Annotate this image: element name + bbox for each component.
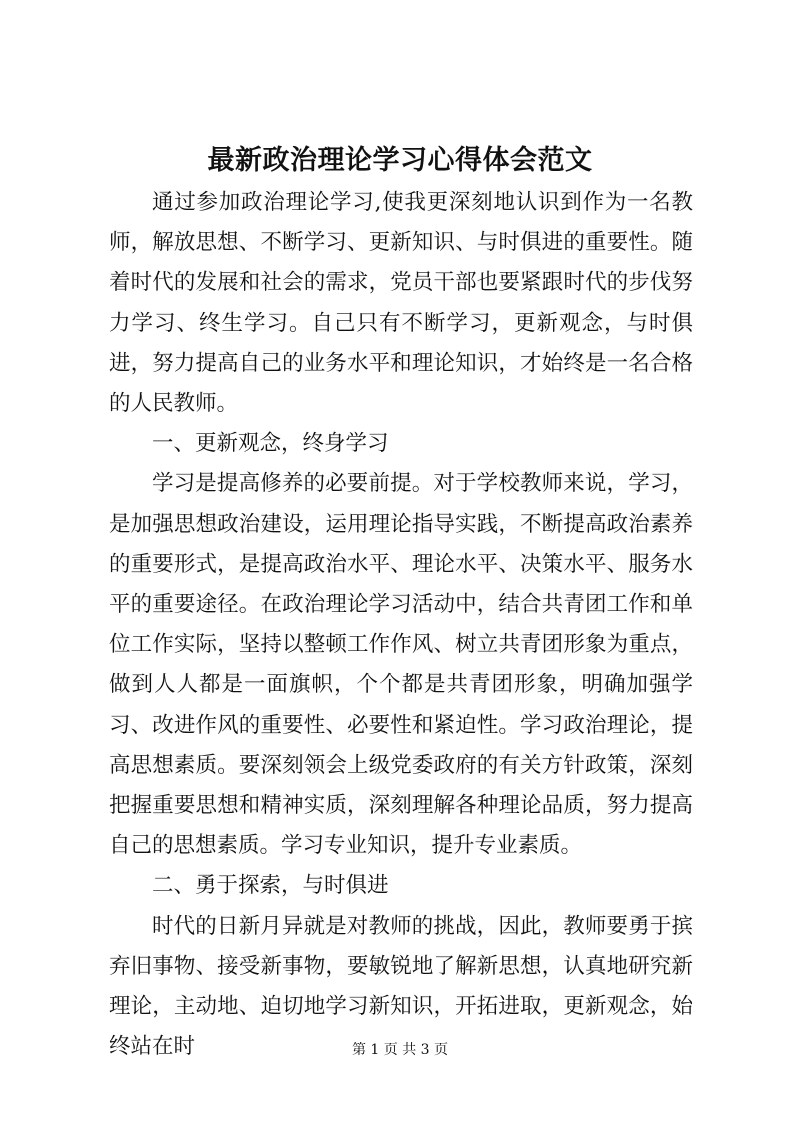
paragraph-intro: 通过参加政治理论学习,使我更深刻地认识到作为一名教师，解放思想、不断学习、更新知识、与时俱进的重要性。随着时代的发展和社会的需求，党员干部也要紧跟时代的步伐努力学习、终生学习。自己只有不断学习，更新观念，与时俱进，努力提高自己的业务水平和理论知识，才始终是一名合格的人民教师。 <box>109 190 693 417</box>
section-heading-2: 二、勇于探索，与时俱进 <box>152 873 389 899</box>
paragraph-section-1: 学习是提高修养的必要前提。对于学校教师来说，学习，是加强思想政治建设，运用理论指导实践，不断提高政治素养的重要形式，是提高政治水平、理论水平、决策水平、服务水平的重要途径。在政治理论学习活动中，结合共青团工作和单位工作实际，坚持以整顿工作作风、树立共青团形象为重点，做到人人都是一面旗帜，个个都是共青团形象，明确加强学习、改进作风的重要性、必要性和紧迫性。学习政治理论，提高思想素质。要深刻领会上级党委政府的有关方针政策，深刻把握重要思想和精神实质，深刻理解各种理论品质，努力提高自己的思想素质。学习专业知识，提升专业素质。 <box>109 471 693 859</box>
page-footer: 第 1 页 共 3 页 <box>351 1042 449 1058</box>
document-title: 最新政治理论学习心得体会范文 <box>207 145 593 176</box>
section-heading-1: 一、更新观念，终身学习 <box>152 431 389 457</box>
paragraph-section-2: 时代的日新月异就是对教师的挑战，因此，教师要勇于摈弃旧事物、接受新事物，要敏锐地了解新思想，认真地研究新理论，主动地、迫切地学习新知识，开拓进取，更新观念，始终站在时 <box>109 913 693 1060</box>
document-body <box>109 183 693 1067</box>
